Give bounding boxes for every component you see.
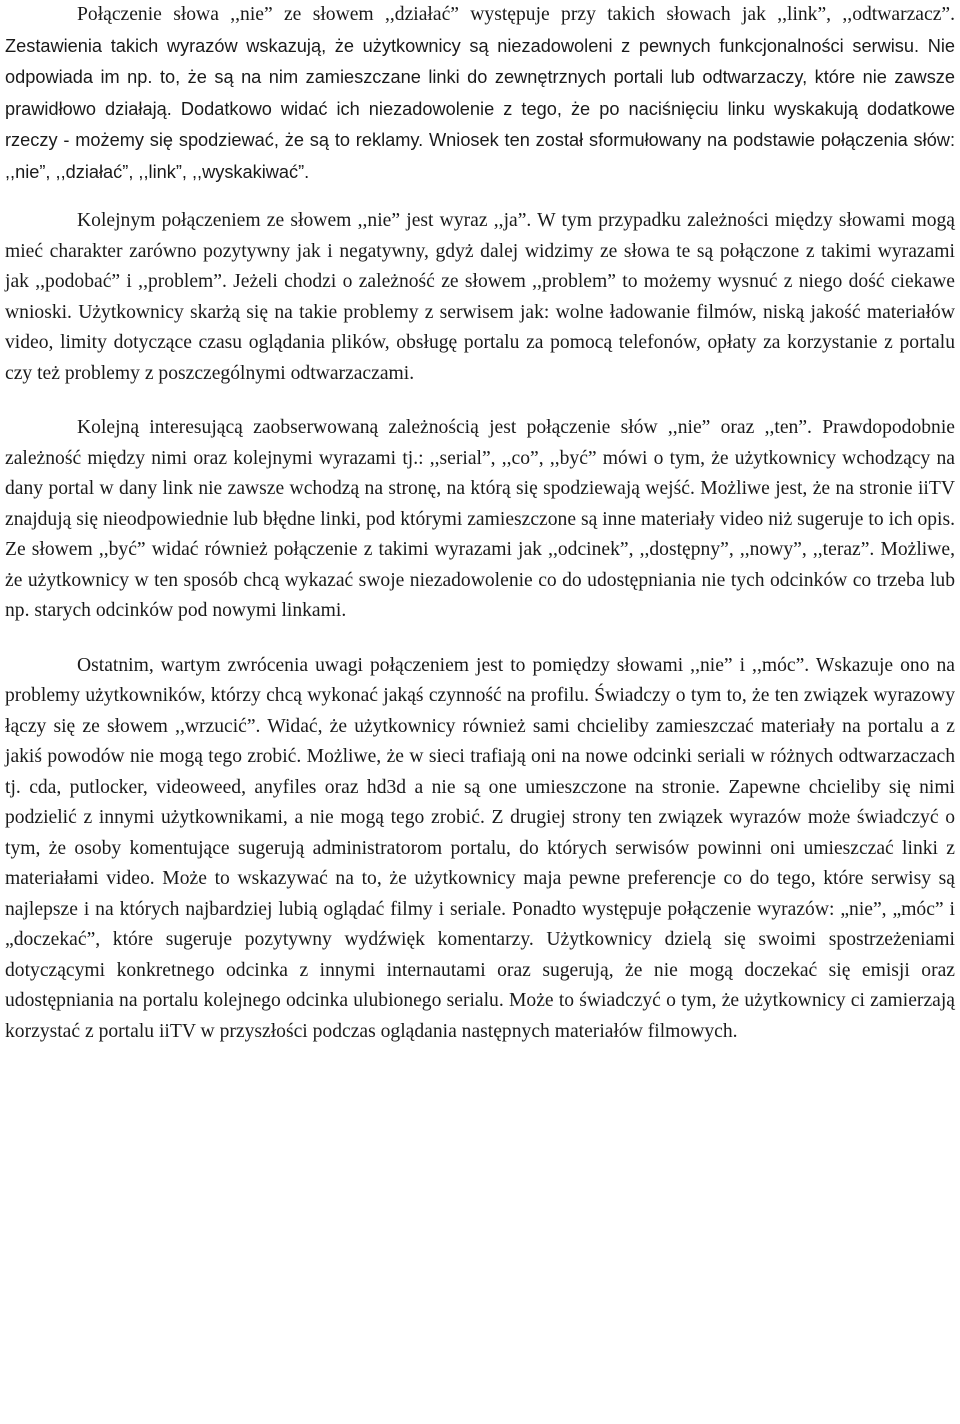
paragraph-2 xyxy=(5,206,955,389)
paragraph-4 xyxy=(5,651,955,1048)
paragraph-3-part-1: Kolejną interesującą zaobserwowaną zależnością jest połączenie słów ,,nie” oraz ,,ten”. Prawdopodobnie zależność między nimi oraz kolejnymi wyrazami tj.: ,,serial”, ,,co”, ,,być” mówi o tym, że użytkownicy wchodzący na dany portal w dany link nie zawsze wchodzą na stronę, na którą się spodziewają wejść. Możliwe jest, że na stronie iiTV znajdują się nieodpowiednie lub błędne linki, pod którymi zamieszczone są inne materiały video niż sugeruje to ich opis. Ze słowem ,,być” widać również połączenie z takimi wyrazami jak ,,odcinek”, ,,dostępny”, ,,nowy”, ,,teraz”. Możliwe, że użytkownicy w ten sposób chcą wykazać swoje niezadowolenie co do udostępniania nie tych odcinków co trzeba lub np. starych odcinków pod nowymi linkami. xyxy=(5,417,955,621)
paragraph-1 xyxy=(5,0,955,188)
paragraph-3 xyxy=(5,413,955,627)
paragraph-1-part-2: Zestawienia takich wyrazów wskazują, że użytkownicy są niezadowoleni z pewnych funkcjonalności serwisu. Nie odpowiada im np. to, że są na nim zamieszczane linki do zewnętrznych portali lub odtwarzaczy, które nie zawsze prawidłowo działają. Dodatkowo widać ich niezadowolenie z tego, że po naciśnięciu linku wyskakują dodatkowe rzeczy - możemy się spodziewać, że są to reklamy. Wniosek ten został sformułowany na podstawie połączenia słów: ,,nie”, ,,działać”, ,,link”, ,,wyskakiwać”. xyxy=(5,35,955,182)
paragraph-2-part-1: Kolejnym połączeniem ze słowem ,,nie” jest wyraz ,,ja”. W tym przypadku zależności między słowami mogą mieć charakter zarówno pozytywny jak i negatywny, gdyż dalej widzimy ze słowa te są połączone z takimi wyrazami jak ,,podobać” i ,,problem”. Jeżeli chodzi o zależność ze słowem ,,problem” to możemy wysnuć z niego dość ciekawe wnioski. Użytkownicy skarżą się na takie problemy z serwisem jak: wolne ładowanie filmów, niską jakość materiałów video, limity dotyczące czasu oglądania plików, obsługę portalu za pomocą telefonów, opłaty za korzystanie z portalu czy też problemy z poszczególnymi odtwarzaczami. xyxy=(5,210,955,384)
paragraph-1-part-1: Połączenie słowa ,,nie” ze słowem ,,działać” występuje przy takich słowach jak ,,link”, ,,odtwarzacz”. xyxy=(77,4,955,25)
paragraph-4-part-1: Ostatnim, wartym zwrócenia uwagi połączeniem jest to pomiędzy słowami ,,nie” i ,,móc”. Wskazuje ono na problemy użytkowników, którzy chcą wykonać jakąś czynność na profilu. Świadczy o tym to, że ten związek wyrazowy łączy się ze słowem ,,wrzucić”. Widać, że użytkownicy również sami chcieliby zamieszczać materiały na portalu a z jakiś powodów nie mogą tego zrobić. Możliwe, że w sieci trafiają oni na nowe odcinki seriali w różnych odtwarzaczach tj. cda, putlocker, videoweed, anyfiles oraz hd3d a nie są one umieszczone na stronie. Zapewne chcieliby się nimi podzielić z innymi użytkownikami, a nie mogą tego zrobić. Z drugiej strony ten związek wyrazów może świadczyć o tym, że osoby komentujące sugerują administratorom portalu, do których serwisów powinni oni umieszczać linki z materiałami video. Może to wskazywać na to, że użytkownicy maja pewne preferencje co do tego, które serwisy są najlepsze i na których najbardziej lubią oglądać filmy i seriale. Ponadto występuje połączenie wyrazów: „nie”, „móc” i „doczekać”, które sugeruje pozytywny wydźwięk komentarzy. Użytkownicy dzielą się swoimi spostrzeżeniami dotyczącymi konkretnego odcinka z innymi internautami oraz sugerują, że nie mogą doczekać się emisji oraz udostępniania na portalu kolejnego odcinka ulubionego serialu. Może to świadczyć o tym, że użytkownicy ci zamierzają korzystać z portalu iiTV w przyszłości podczas oglądania następnych materiałów filmowych. xyxy=(5,654,955,1042)
